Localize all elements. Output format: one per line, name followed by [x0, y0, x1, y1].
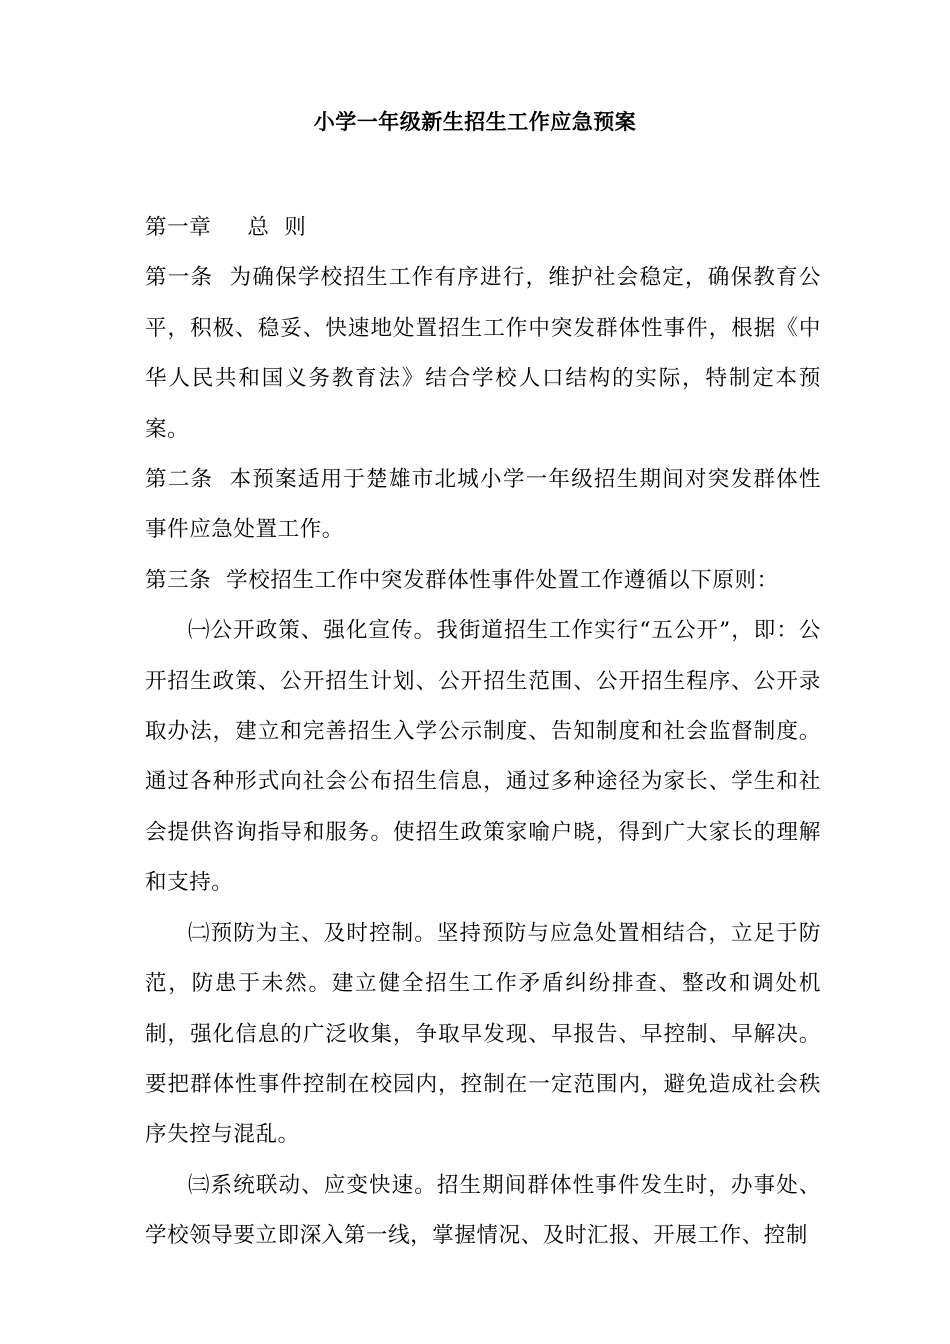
principle-1: ㈠公开政策、强化宣传。我街道招生工作实行“五公开”，即：公开招生政策、公开招生计划、公开招生范围、公开招生程序、公开录取办法，建立和完善招生入学公示制度、告知制度和社会监督制度。通过各种形式向社会公布招生信息，通过多种途径为家长、学生和社会提供咨询指导和服务。使招生政策家喻户晓，得到广大家长的理解和支持。: [145, 618, 821, 896]
chapter-name: 总 则: [247, 215, 307, 240]
article-3: 第三条 学校招生工作中突发群体性事件处置工作遵循以下原则：: [145, 567, 779, 593]
article-1: 第一条 为确保学校招生工作有序进行，维护社会稳定，确保教育公平，积极、稳妥、快速地处置招生工作中突发群体性事件，根据《中华人民共和国义务教育法》结合学校人口结构的实际，特制定本预案。: [145, 265, 821, 442]
article-2: 第二条 本预案适用于楚雄市北城小学一年级招生期间对突发群体性事件应急处置工作。: [145, 467, 821, 543]
chapter-number: 第一章: [145, 215, 212, 240]
principle-3: ㈢系统联动、应变快速。招生期间群体性事件发生时，办事处、学校领导要立即深入第一线，掌握情况、及时汇报、开展工作、控制: [145, 1172, 821, 1249]
document-title: 小学一年级新生招生工作应急预案: [313, 109, 637, 134]
chapter-heading: [145, 203, 821, 253]
document-body: [145, 203, 821, 1262]
principle-2: ㈡预防为主、及时控制。坚持预防与应急处置相结合，立足于防范，防患于未然。建立健全招生工作矛盾纠纷排查、整改和调处机制，强化信息的广泛收集，争取早发现、早报告、早控制、早解决。要把群体性事件控制在校园内，控制在一定范围内，避免造成社会秩序失控与混乱。: [145, 920, 821, 1148]
